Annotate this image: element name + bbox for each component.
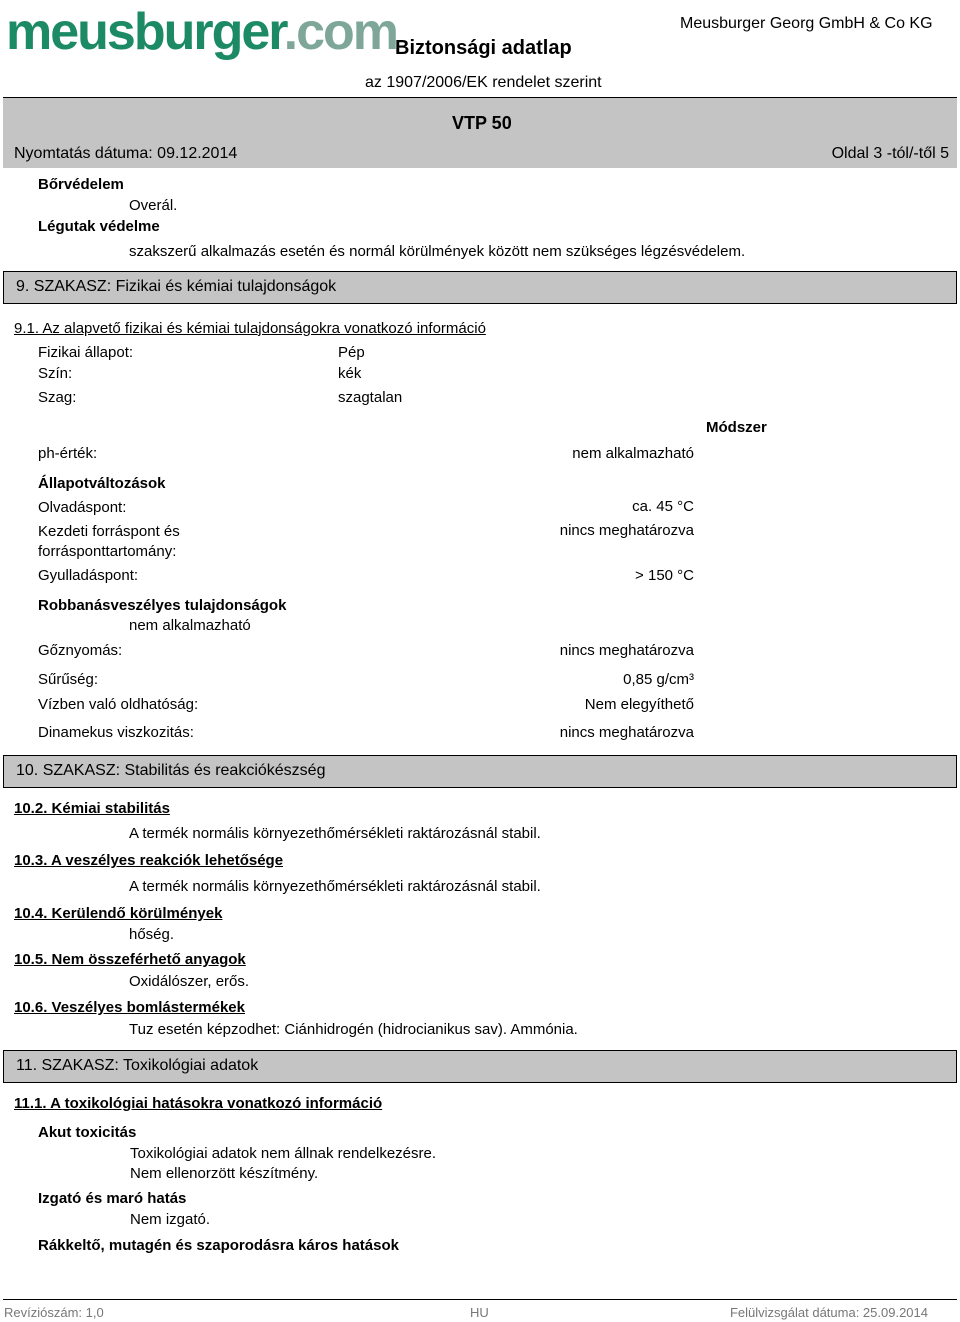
physical-state-value: Pép xyxy=(338,344,365,361)
color-label: Szín: xyxy=(38,365,73,382)
logo-text: meusburger xyxy=(6,3,284,61)
solubility-value: Nem elegyíthető xyxy=(584,696,694,713)
flash-point-value: > 150 °C xyxy=(635,567,694,584)
section-11-1-title: 11.1. A toxikológiai hatásokra vonatkozó információ xyxy=(14,1095,383,1112)
explosive-properties-header: Robbanásveszélyes tulajdonságok xyxy=(38,597,287,614)
section-10-2-text: A termék normális környezethőmérsékleti raktározásnál stabil. xyxy=(129,825,541,842)
vapor-pressure-value: nincs meghatározva xyxy=(559,642,694,659)
section-9-header xyxy=(3,271,957,304)
section-10-2-title: 10.2. Kémiai stabilitás xyxy=(14,800,170,817)
boiling-point-label-2: forrásponttartomány: xyxy=(38,543,177,560)
product-name: VTP 50 xyxy=(452,113,512,133)
boiling-point-label-1: Kezdeti forráspont és xyxy=(38,523,180,540)
section-10-3-text: A termék normális környezethőmérsékleti raktározásnál stabil. xyxy=(129,878,541,895)
section-10-4-title: 10.4. Kerülendő körülmények xyxy=(14,905,223,922)
density-label: Sűrűség: xyxy=(38,671,99,688)
logo-suffix: .com xyxy=(283,3,398,61)
odor-value: szagtalan xyxy=(338,389,403,406)
doc-title: Biztonsági adatlap xyxy=(395,37,572,59)
density-value: 0,85 g/cm³ xyxy=(623,671,694,688)
footer-divider xyxy=(3,1299,957,1300)
skin-protection-value: Overál. xyxy=(129,197,178,214)
section-10-3-title: 10.3. A veszélyes reakciók lehetősége xyxy=(14,852,284,869)
irritation-label: Izgató és maró hatás xyxy=(38,1190,187,1207)
section-11-header xyxy=(3,1050,957,1083)
company-logo xyxy=(2,0,398,68)
melting-point-label: Olvadáspont: xyxy=(38,499,127,516)
state-changes-header: Állapotváltozások xyxy=(38,475,166,492)
section-9-1-title: 9.1. Az alapvető fizikai és kémiai tulajdonságokra vonatkozó információ xyxy=(14,320,486,337)
section-10-6-text: Tuz esetén képzodhet: Ciánhidrogén (hidrocianikus sav). Ammónia. xyxy=(129,1021,578,1038)
cmr-effects-label: Rákkeltő, mutagén és szaporodásra káros hatások xyxy=(38,1237,399,1254)
company-name: Meusburger Georg GmbH & Co KG xyxy=(680,15,933,32)
method-header: Módszer xyxy=(706,419,767,436)
ph-label: ph-érték: xyxy=(38,445,98,462)
section-10-title: 10. SZAKASZ: Stabilitás és reakciókészség xyxy=(16,762,326,779)
language-code: HU xyxy=(470,1305,489,1320)
melting-point-value: ca. 45 °C xyxy=(632,498,694,515)
viscosity-label: Dinamekus viszkozitás: xyxy=(38,724,194,741)
explosive-properties-value: nem alkalmazható xyxy=(129,617,251,634)
regulation: az 1907/2006/EK rendelet szerint xyxy=(365,74,602,91)
section-10-4-text: hőség. xyxy=(129,926,175,943)
review-date: Felülvizsgálat dátuma: 25.09.2014 xyxy=(729,1305,928,1320)
viscosity-value: nincs meghatározva xyxy=(559,724,694,741)
vapor-pressure-label: Gőznyomás: xyxy=(38,642,123,659)
odor-label: Szag: xyxy=(38,389,77,406)
section-9-title: 9. SZAKASZ: Fizikai és kémiai tulajdonságok xyxy=(16,278,337,295)
section-10-5-title: 10.5. Nem összeférhető anyagok xyxy=(14,951,246,968)
acute-toxicity-text-2: Nem ellenorzött készítmény. xyxy=(130,1165,319,1182)
section-10-6-title: 10.6. Veszélyes bomlástermékek xyxy=(14,999,245,1016)
acute-toxicity-text-1: Toxikológiai adatok nem állnak rendelkezésre. xyxy=(130,1145,437,1162)
respiratory-protection-label: Légutak védelme xyxy=(38,218,160,235)
section-10-5-text: Oxidálószer, erős. xyxy=(129,973,250,990)
page-number: Oldal 3 -tól/-től 5 xyxy=(831,145,949,162)
acute-toxicity-label: Akut toxicitás xyxy=(38,1124,137,1141)
solubility-label: Vízben való oldhatóság: xyxy=(38,696,199,713)
boiling-point-value: nincs meghatározva xyxy=(559,522,694,539)
color-value: kék xyxy=(338,365,362,382)
skin-protection-label: Bőrvédelem xyxy=(38,176,124,193)
print-date: Nyomtatás dátuma: 09.12.2014 xyxy=(14,145,238,162)
respiratory-protection-value: szakszerű alkalmazás esetén és normál körülmények között nem szükséges légzésvédelem. xyxy=(129,243,746,260)
ph-value: nem alkalmazható xyxy=(572,445,694,462)
physical-state-label: Fizikai állapot: xyxy=(38,344,134,361)
flash-point-label: Gyulladáspont: xyxy=(38,567,139,584)
section-10-header xyxy=(3,755,957,788)
revision-number: Revíziószám: 1,0 xyxy=(4,1305,104,1320)
section-11-title: 11. SZAKASZ: Toxikológiai adatok xyxy=(16,1057,259,1074)
irritation-text: Nem izgató. xyxy=(130,1211,211,1228)
